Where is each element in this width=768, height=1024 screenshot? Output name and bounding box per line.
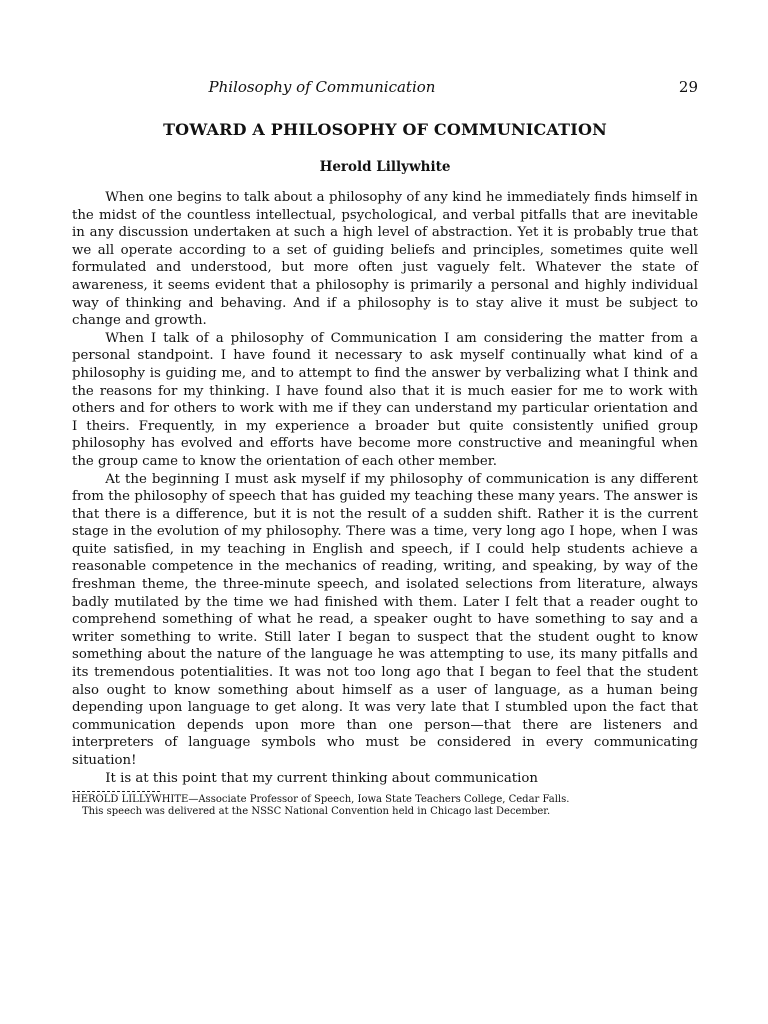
article-body bbox=[72, 189, 698, 787]
running-header bbox=[72, 78, 698, 104]
paragraph: When I talk of a philosophy of Communication I am considering the matter from a personal standpoint. I have found it necessary to ask myself continually what kind of a philosophy is guiding me, and to attempt to find the answer by verbalizing what I think and the reasons for my thinking. I have found also that it is much easier for me to work with others and for others to work with me if they can understand my particular orientation and I theirs. Frequently, in my experience a broader but quite consistently unified group philosophy has evolved and efforts have become more constructive and meaningful when the group came to know the orientation of each other member. bbox=[72, 330, 698, 469]
paragraph: It is at this point that my current thinking about communication bbox=[105, 770, 538, 786]
journal-page bbox=[72, 78, 698, 817]
paragraph: At the beginning I must ask myself if my philosophy of communication is any different from the philosophy of speech that has guided my teaching these many years. The answer is that there is a difference, but it is not the result of a sudden shift. Rather it is the current stage in the evolution of my philosophy. There was a time, very long ago I hope, when I was quite satisfied, in my teaching in English and speech, if I could help students achieve a reasonable competence in the mechanics of reading, writing, and speaking, by way of the freshman theme, the three-minute speech, and isolated selections from literature, always badly mutilated by the time we had finished with them. Later I felt that a reader ought to comprehend something of what he read, a speaker ought to have something to say and a writer something to write. Still later I began to suspect that the student ought to know something about the nature of the language he was attempting to use, its many pitfalls and its tremendous potentialities. It was not too long ago that I began to feel that the student also ought to know something about himself as a user of language, as a human being depending upon language to get along. It was very late that I stumbled upon the fact that communication depends upon more than one person—that there are listeners and interpreters of language symbols who must be considered in every communicating situation! bbox=[72, 471, 698, 768]
footnote-author-affiliation: HEROLD LILLYWHITE—Associate Professor of Speech, Iowa State Teachers College, Cedar Falls. bbox=[72, 794, 570, 806]
paragraph: When one begins to talk about a philosophy of any kind he immediately finds himself in the midst of the countless intellectual, psychological, and verbal pitfalls that are inevitable in any discussion undertaken at such a high level of abstraction. Yet it is probably true that we all operate according to a set of guiding beliefs and principles, sometimes quite well formulated and understood, but more often just vaguely felt. Whatever the state of awareness, it seems evident that a philosophy is primarily a personal and highly individual way of thinking and behaving. And if a philosophy is to stay alive it must be subject to change and growth. bbox=[72, 190, 698, 329]
running-title: Philosophy of Communication bbox=[208, 78, 436, 96]
footnote-divider bbox=[72, 791, 160, 792]
author-byline: Herold Lillywhite bbox=[319, 159, 451, 175]
page-number: 29 bbox=[678, 78, 698, 96]
footnote-convention-note: This speech was delivered at the NSSC National Convention held in Chicago last December. bbox=[82, 805, 551, 817]
article-title: TOWARD A PHILOSOPHY OF COMMUNICATION bbox=[163, 120, 607, 139]
footnotes bbox=[72, 794, 698, 817]
